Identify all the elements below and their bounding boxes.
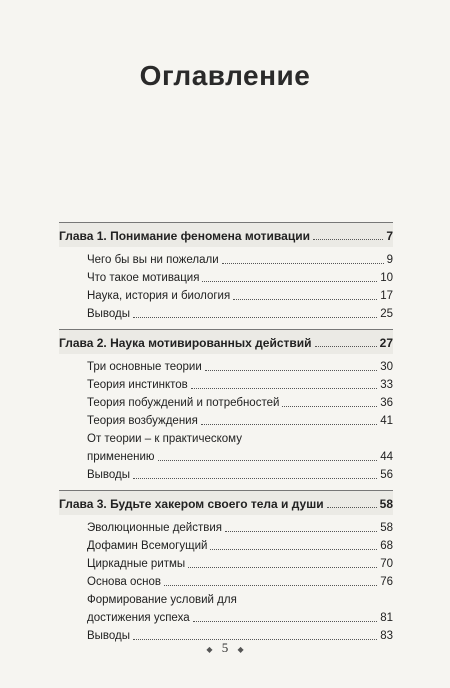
page-ref: 81	[380, 611, 393, 624]
toc-entry[interactable]	[59, 376, 393, 394]
page-ref: 25	[380, 307, 393, 320]
page-ref: 56	[380, 468, 393, 481]
chapter-2-section	[59, 329, 393, 490]
chapter-heading	[59, 490, 393, 515]
entry-title: Наука, история и биология	[87, 289, 231, 302]
toc-entry[interactable]	[59, 537, 393, 555]
leader-dots	[201, 424, 377, 425]
entry-title: Дофамин Всемогущий	[87, 539, 208, 552]
toc-entry[interactable]	[59, 251, 393, 269]
page-ref: 10	[380, 271, 393, 284]
entry-title: Основа основ	[87, 575, 162, 588]
entry-title: Циркадные ритмы	[87, 557, 186, 570]
toc-entry[interactable]	[59, 466, 393, 484]
page-ref: 27	[379, 336, 393, 350]
entry-title: Эволюционные действия	[87, 521, 222, 534]
page-ref: 9	[386, 253, 393, 266]
toc-entry[interactable]	[59, 287, 393, 305]
chapter-1-section	[59, 222, 393, 329]
ornament-right-icon: ◆	[237, 644, 244, 654]
leader-dots	[133, 478, 377, 479]
page-ref: 58	[379, 497, 393, 511]
entry-title-continued: применению	[87, 450, 155, 463]
toc-entry[interactable]	[59, 394, 393, 412]
entry-title: Что такое мотивация	[87, 271, 200, 284]
chapter-2-entry[interactable]	[59, 334, 393, 354]
page-ref: 44	[380, 450, 393, 463]
toc-entry[interactable]	[59, 573, 393, 591]
entry-title: Выводы	[87, 468, 131, 481]
entry-title: Выводы	[87, 307, 131, 320]
page-ref: 30	[380, 360, 393, 373]
leader-dots	[188, 567, 377, 568]
leader-dots	[233, 299, 377, 300]
toc-entry[interactable]	[59, 555, 393, 573]
page-ref: 68	[380, 539, 393, 552]
leader-dots	[210, 549, 377, 550]
leader-dots	[205, 370, 377, 371]
ornament-left-icon: ◆	[206, 644, 213, 654]
toc-entry[interactable]	[59, 269, 393, 287]
page-ref: 7	[386, 229, 393, 243]
leader-dots	[327, 507, 377, 508]
toc-entry-second-line[interactable]	[59, 609, 393, 627]
leader-dots	[225, 531, 377, 532]
page-title: Оглавление	[139, 60, 311, 91]
leader-dots	[191, 388, 377, 389]
leader-dots	[193, 621, 378, 622]
chapter-heading	[59, 222, 393, 247]
leader-dots	[158, 460, 378, 461]
entry-title: Чего бы вы ни пожелали	[87, 253, 219, 266]
table-of-contents	[59, 222, 393, 651]
chapter-title: Глава 3. Будьте хакером своего тела и души	[59, 497, 324, 511]
page-ref: 41	[380, 414, 393, 427]
toc-entry[interactable]	[59, 519, 393, 537]
page-ref: 70	[380, 557, 393, 570]
page-ref: 76	[380, 575, 393, 588]
leader-dots	[202, 281, 377, 282]
page-number: 5	[221, 640, 229, 655]
entry-title: Формирование условий для	[87, 593, 237, 606]
entry-title: Теория побуждений и потребностей	[87, 396, 280, 409]
toc-entry-first-line[interactable]	[59, 591, 393, 609]
page-ref: 17	[380, 289, 393, 302]
leader-dots	[133, 317, 377, 318]
leader-dots	[282, 406, 377, 407]
chapter-title: Глава 2. Наука мотивированных действий	[59, 336, 312, 350]
leader-dots	[315, 346, 377, 347]
toc-entry[interactable]	[59, 358, 393, 376]
entry-title: Выводы	[87, 629, 131, 642]
page-ref: 33	[380, 378, 393, 391]
chapter-3-entry[interactable]	[59, 495, 393, 515]
toc-entry-second-line[interactable]	[59, 448, 393, 466]
toc-entry-first-line[interactable]	[59, 430, 393, 448]
page-footer	[0, 640, 450, 656]
chapter-title: Глава 1. Понимание феномена мотивации	[59, 229, 310, 243]
page-ref: 83	[380, 629, 393, 642]
page-ref: 36	[380, 396, 393, 409]
entry-title: Три основные теории	[87, 360, 202, 373]
entry-title: Теория возбуждения	[87, 414, 198, 427]
toc-entry[interactable]	[59, 305, 393, 323]
leader-dots	[164, 585, 377, 586]
leader-dots	[313, 239, 383, 240]
entry-title: От теории – к практическому	[87, 432, 242, 445]
page-ref: 58	[380, 521, 393, 534]
entry-title: Теория инстинктов	[87, 378, 188, 391]
chapter-3-section	[59, 490, 393, 651]
chapter-heading	[59, 329, 393, 354]
leader-dots	[222, 263, 384, 264]
toc-entry[interactable]	[59, 412, 393, 430]
entry-title-continued: достижения успеха	[87, 611, 190, 624]
chapter-1-entry[interactable]	[59, 227, 393, 247]
